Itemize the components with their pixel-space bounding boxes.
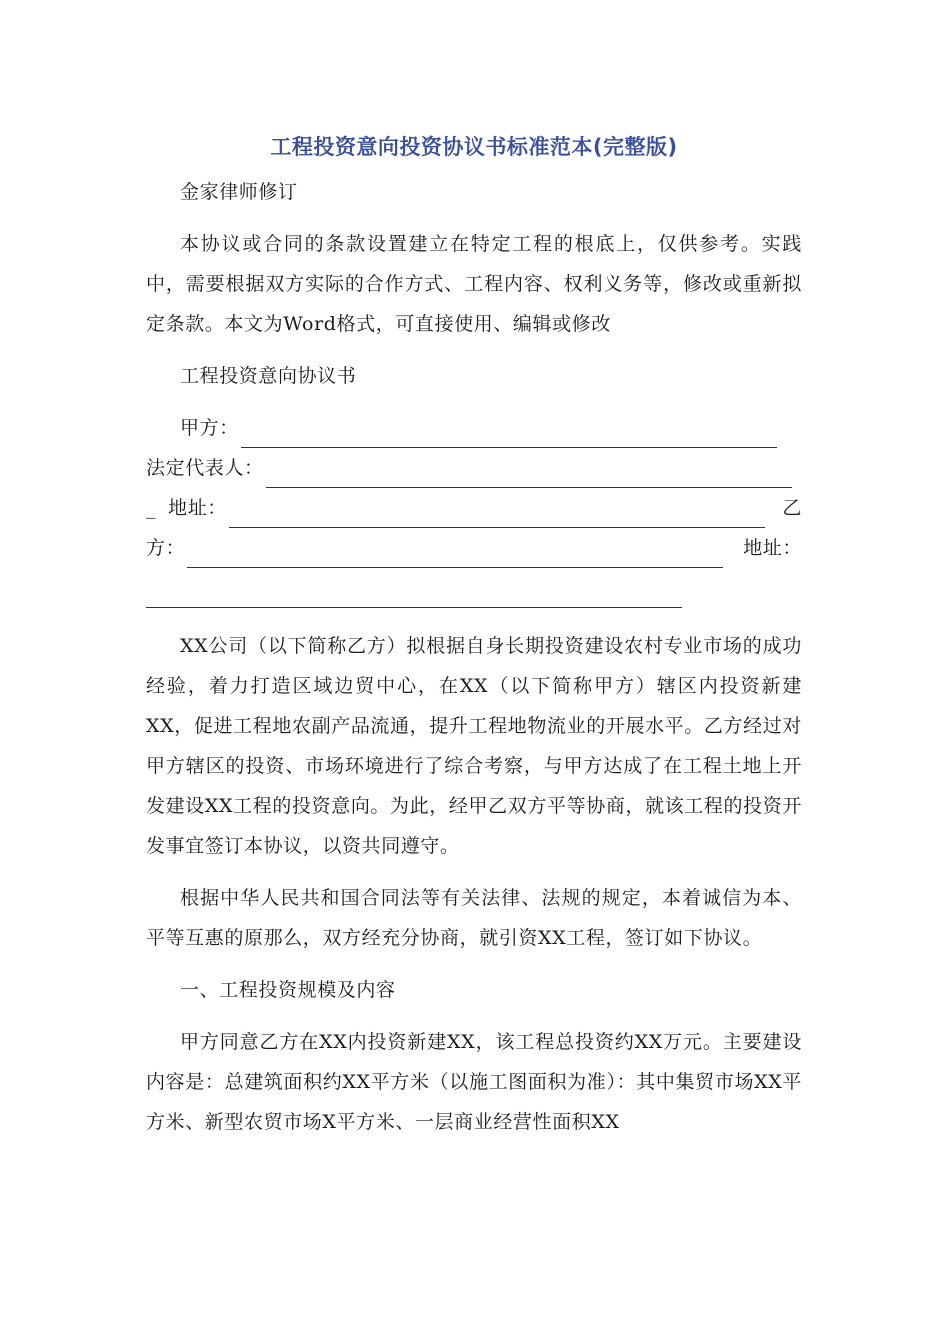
party-b-yi: 乙 <box>782 497 802 519</box>
address-b-label: 地址： <box>743 537 802 559</box>
party-a-line <box>146 408 802 448</box>
agreement-title: 工程投资意向协议书 <box>180 365 357 387</box>
underscore-mark: _ <box>146 497 157 519</box>
body-paragraph-2: 根据中华人民共和国合同法等有关法律、法规的规定，本着诚信为本、平等互惠的原那么，双方经充分协商，就引资XX工程，签订如下协议。 <box>146 887 802 949</box>
legal-rep-line <box>146 448 802 488</box>
party-b-label: 方： <box>146 537 186 559</box>
document-title: 工程投资意向投资协议书标准范本(完整版) <box>270 135 678 159</box>
reviser-line: 金家律师修订 <box>180 181 298 203</box>
address-b-blank[interactable] <box>146 580 682 608</box>
legal-rep-blank[interactable] <box>266 460 792 488</box>
party-a-label: 甲方： <box>180 417 239 439</box>
body-paragraph-1: XX公司（以下简称乙方）拟根据自身长期投资建设农村专业市场的成功经验，着力打造区域边贸中心，在XX（以下简称甲方）辖区内投资新建XX，促进工程地农副产品流通，提升工程地物流业的开展水平。乙方经过对甲方辖区的投资、市场环境进行了综合考察，与甲方达成了在工程土地上开发建设XX工程的投资意向。为此，经甲乙双方平等协商，就该工程的投资开发事宜签订本协议，以资共同遵守。 <box>146 635 802 857</box>
party-b-blank[interactable] <box>187 540 723 568</box>
address-b-line <box>146 568 802 608</box>
party-b-line <box>146 528 802 568</box>
legal-rep-label: 法定代表人： <box>146 457 264 479</box>
section-1-text: 甲方同意乙方在XX内投资新建XX，该工程总投资约XX万元。主要建设内容是：总建筑面积约XX平方米（以施工图面积为准）：其中集贸市场XX平方米、新型农贸市场X平方米、一层商业经营性面积XX <box>146 1031 802 1133</box>
party-fields <box>146 408 802 608</box>
intro-paragraph: 本协议或合同的条款设置建立在特定工程的根底上，仅供参考。实践中，需要根据双方实际的合作方式、工程内容、权利义务等，修改或重新拟定条款。本文为Word格式，可直接使用、编辑或修改 <box>146 233 802 335</box>
party-a-blank[interactable] <box>241 420 777 448</box>
address-a-label: 地址： <box>168 497 227 519</box>
address-a-line <box>146 488 802 528</box>
address-a-blank[interactable] <box>229 500 765 528</box>
document-page <box>146 126 802 1154</box>
section-1-heading: 一、工程投资规模及内容 <box>180 979 396 1001</box>
